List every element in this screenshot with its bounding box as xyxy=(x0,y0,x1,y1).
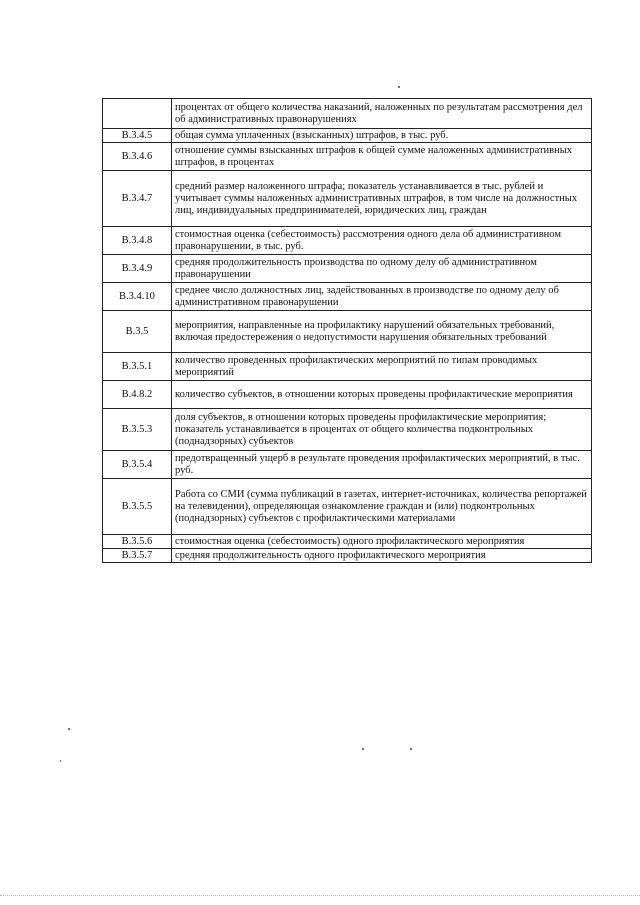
row-code: В.3.5.7 xyxy=(103,549,172,563)
row-description: отношение суммы взысканных штрафов к общей сумме наложенных административных штрафов, в процентах xyxy=(172,143,592,171)
row-description: стоимостная оценка (себестоимость) одного профилактического мероприятия xyxy=(172,535,592,549)
row-code: В.3.5.5 xyxy=(103,479,172,535)
scan-edge-line xyxy=(0,895,640,897)
row-description: стоимостная оценка (себестоимость) рассмотрения одного дела об административном правонарушении, в тыс. руб. xyxy=(172,227,592,255)
table-row xyxy=(103,143,592,171)
row-code: В.3.4.6 xyxy=(103,143,172,171)
table-row xyxy=(103,255,592,283)
row-code: В.3.4.9 xyxy=(103,255,172,283)
row-description: среднее число должностных лиц, задействованных в производстве по одному делу об административном правонарушении xyxy=(172,283,592,311)
row-description: средний размер наложенного штрафа; показатель устанавливается в тыс. рублей и учитывает суммы наложенных административных штрафов, в том числе на должностных лиц, индивидуальных предпринимателей, юридических лиц, граждан xyxy=(172,171,592,227)
row-description: доля субъектов, в отношении которых проведены профилактические мероприятия; показатель устанавливается в процентах от общего количества подконтрольных (поднадзорных) субъектов xyxy=(172,409,592,451)
row-description: средняя продолжительность одного профилактического мероприятия xyxy=(172,549,592,563)
table-row xyxy=(103,451,592,479)
table-row xyxy=(103,409,592,451)
row-description: количество субъектов, в отношении которых проведены профилактические мероприятия xyxy=(172,381,592,409)
row-code: В.4.8.2 xyxy=(103,381,172,409)
row-description: Работа со СМИ (сумма публикаций в газетах, интернет-источниках, количества репортажей на телевидении), определяющая ознакомление граждан и (или) подконтрольных (поднадзорных) субъектов с профилактическими материалами xyxy=(172,479,592,535)
table-row xyxy=(103,549,592,563)
row-code xyxy=(103,99,172,129)
table-row xyxy=(103,171,592,227)
row-code: В.3.5.6 xyxy=(103,535,172,549)
row-code: В.3.4.8 xyxy=(103,227,172,255)
table-row xyxy=(103,129,592,143)
indicators-table xyxy=(102,98,592,563)
scan-speck xyxy=(398,86,400,88)
row-description: средняя продолжительность производства по одному делу об административном правонарушении xyxy=(172,255,592,283)
table-row xyxy=(103,381,592,409)
table-row xyxy=(103,311,592,353)
scan-speck xyxy=(68,728,70,730)
row-code: В.3.4.7 xyxy=(103,171,172,227)
row-description: процентах от общего количества наказаний, наложенных по результатам рассмотрения дел об административных правонарушениях xyxy=(172,99,592,129)
table-row xyxy=(103,227,592,255)
table-row xyxy=(103,283,592,311)
row-code: В.3.5 xyxy=(103,311,172,353)
row-code: В.3.4.5 xyxy=(103,129,172,143)
row-description: количество проведенных профилактических мероприятий по типам проводимых мероприятий xyxy=(172,353,592,381)
row-code: В.3.5.4 xyxy=(103,451,172,479)
scan-speck xyxy=(362,748,364,750)
row-code: В.3.5.1 xyxy=(103,353,172,381)
row-description: общая сумма уплаченных (взысканных) штрафов, в тыс. руб. xyxy=(172,129,592,143)
row-code: В.3.4.10 xyxy=(103,283,172,311)
table-row xyxy=(103,479,592,535)
scan-speck xyxy=(410,748,412,750)
table-row xyxy=(103,99,592,129)
row-description: мероприятия, направленные на профилактику нарушений обязательных требований, включая предостережения о недопустимости нарушения обязательных требований xyxy=(172,311,592,353)
row-code: В.3.5.3 xyxy=(103,409,172,451)
scan-speck xyxy=(60,760,61,762)
table-row xyxy=(103,535,592,549)
table-row xyxy=(103,353,592,381)
row-description: предотвращенный ущерб в результате проведения профилактических мероприятий, в тыс. руб. xyxy=(172,451,592,479)
